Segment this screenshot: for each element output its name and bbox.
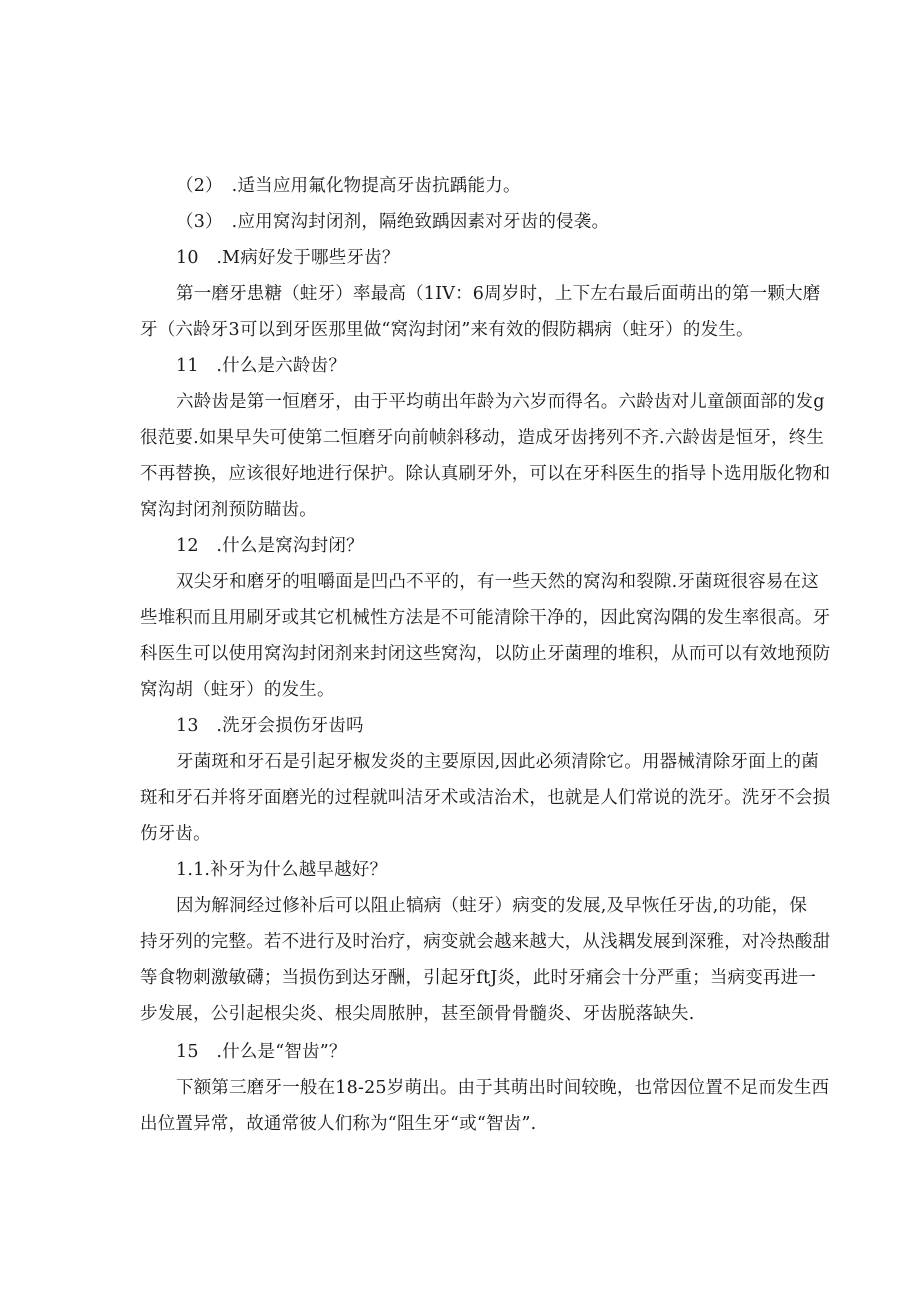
answer-14-line-3: 等食物刺激敏礴；当损伤到达牙酬，引起牙ftJ炎，此时牙痛会十分严重；当病变再进一	[140, 968, 817, 988]
answer-13-line-2: 斑和牙石并将牙面磨光的过程就叫洁牙术或洁治术，也就是人们常说的洗牙。洗牙不会损	[140, 788, 831, 808]
answer-15-line-1: 下额第三磨牙一般在18-25岁萌出。由于其萌出时间较晚，也常因位置不足而发生西	[176, 1078, 830, 1098]
answer-10-line-1: 第一磨牙患糖（蛀牙）率最高（1IV：6周岁时，上下左右最后面萌出的第一颗大磨	[176, 284, 821, 304]
text-line-item-2: （2） .适当应用氟化物提高牙齿抗踽能力。	[176, 176, 521, 196]
text-line-item-3: （3） .应用窝沟封闭剂，隔绝致踽因素对牙齿的侵袭。	[176, 212, 610, 232]
answer-14-line-1: 因为解洞经过修补后可以阻止犒病（蛀牙）病变的发展,及早恢任牙齿,的功能，保	[176, 896, 808, 916]
question-heading-13: 13 .洗牙会损伤牙齿吗	[176, 716, 364, 736]
question-heading-10: 10 .M病好发于哪些牙齿？	[176, 248, 400, 268]
question-heading-11: 11 .什么是六龄齿？	[176, 356, 347, 376]
question-heading-12: 12 .什么是窝沟封闭？	[176, 536, 364, 556]
answer-12-line-1: 双尖牙和磨牙的咀嚼面是凹凸不平的，有一些天然的窝沟和裂隙.牙菌斑很容易在这	[176, 572, 819, 592]
answer-12-line-4: 窝沟胡（蛀牙）的发生。	[140, 680, 335, 700]
question-heading-14: 1.1.补牙为什么越早越好？	[176, 860, 388, 880]
answer-13-line-3: 伤牙齿。	[140, 824, 211, 844]
answer-11-line-2: 很范要.如果早失可使第二恒磨牙向前帧斜移动，造成牙齿拷列不齐.六龄齿是恒牙，终生	[140, 428, 825, 448]
answer-12-line-2: 些堆积而且用刷牙或其它机械性方法是不可能清除干净的，因此窝沟隅的发生率很高。牙	[140, 608, 831, 628]
answer-13-line-1: 牙菌斑和牙石是引起牙椒发炎的主要原因,因此必须清除它。用器械清除牙面上的菌	[176, 752, 819, 772]
answer-12-line-3: 科医生可以使用窝沟封闭剂来封闭这些窝沟，以防止牙菌理的堆积，从而可以有效地预防	[140, 644, 831, 664]
answer-15-line-2: 出位置异常，故通常彼人们称为“阻生牙“或“智齿”.	[140, 1114, 537, 1134]
answer-11-line-4: 窝沟封闭剂预防瞄齿。	[140, 500, 317, 520]
answer-14-line-2: 持牙列的完整。若不进行及时治疗，病变就会越来越大，从浅耦发展到深雅，对冷热酸甜	[140, 932, 831, 952]
answer-14-line-4: 步发展，公引起根尖炎、根尖周脓肿，甚至颌骨骨髓炎、牙齿脱落缺失.	[140, 1004, 695, 1024]
question-heading-15: 15 .什么是“智齿”？	[176, 1042, 347, 1062]
answer-10-line-2: 牙（六龄牙3可以到牙医那里做“窝沟封闭”来有效的假防耦病（蛀牙）的发生。	[140, 320, 754, 340]
answer-11-line-3: 不再替换，应该很好地进行保护。除认真刷牙外，可以在牙科医生的指导卜选用版化物和	[140, 464, 831, 484]
answer-11-line-1: 六龄齿是第一恒磨牙，由于平均萌出年龄为六岁而得名。六龄齿对儿童颌面部的发g	[176, 392, 825, 412]
